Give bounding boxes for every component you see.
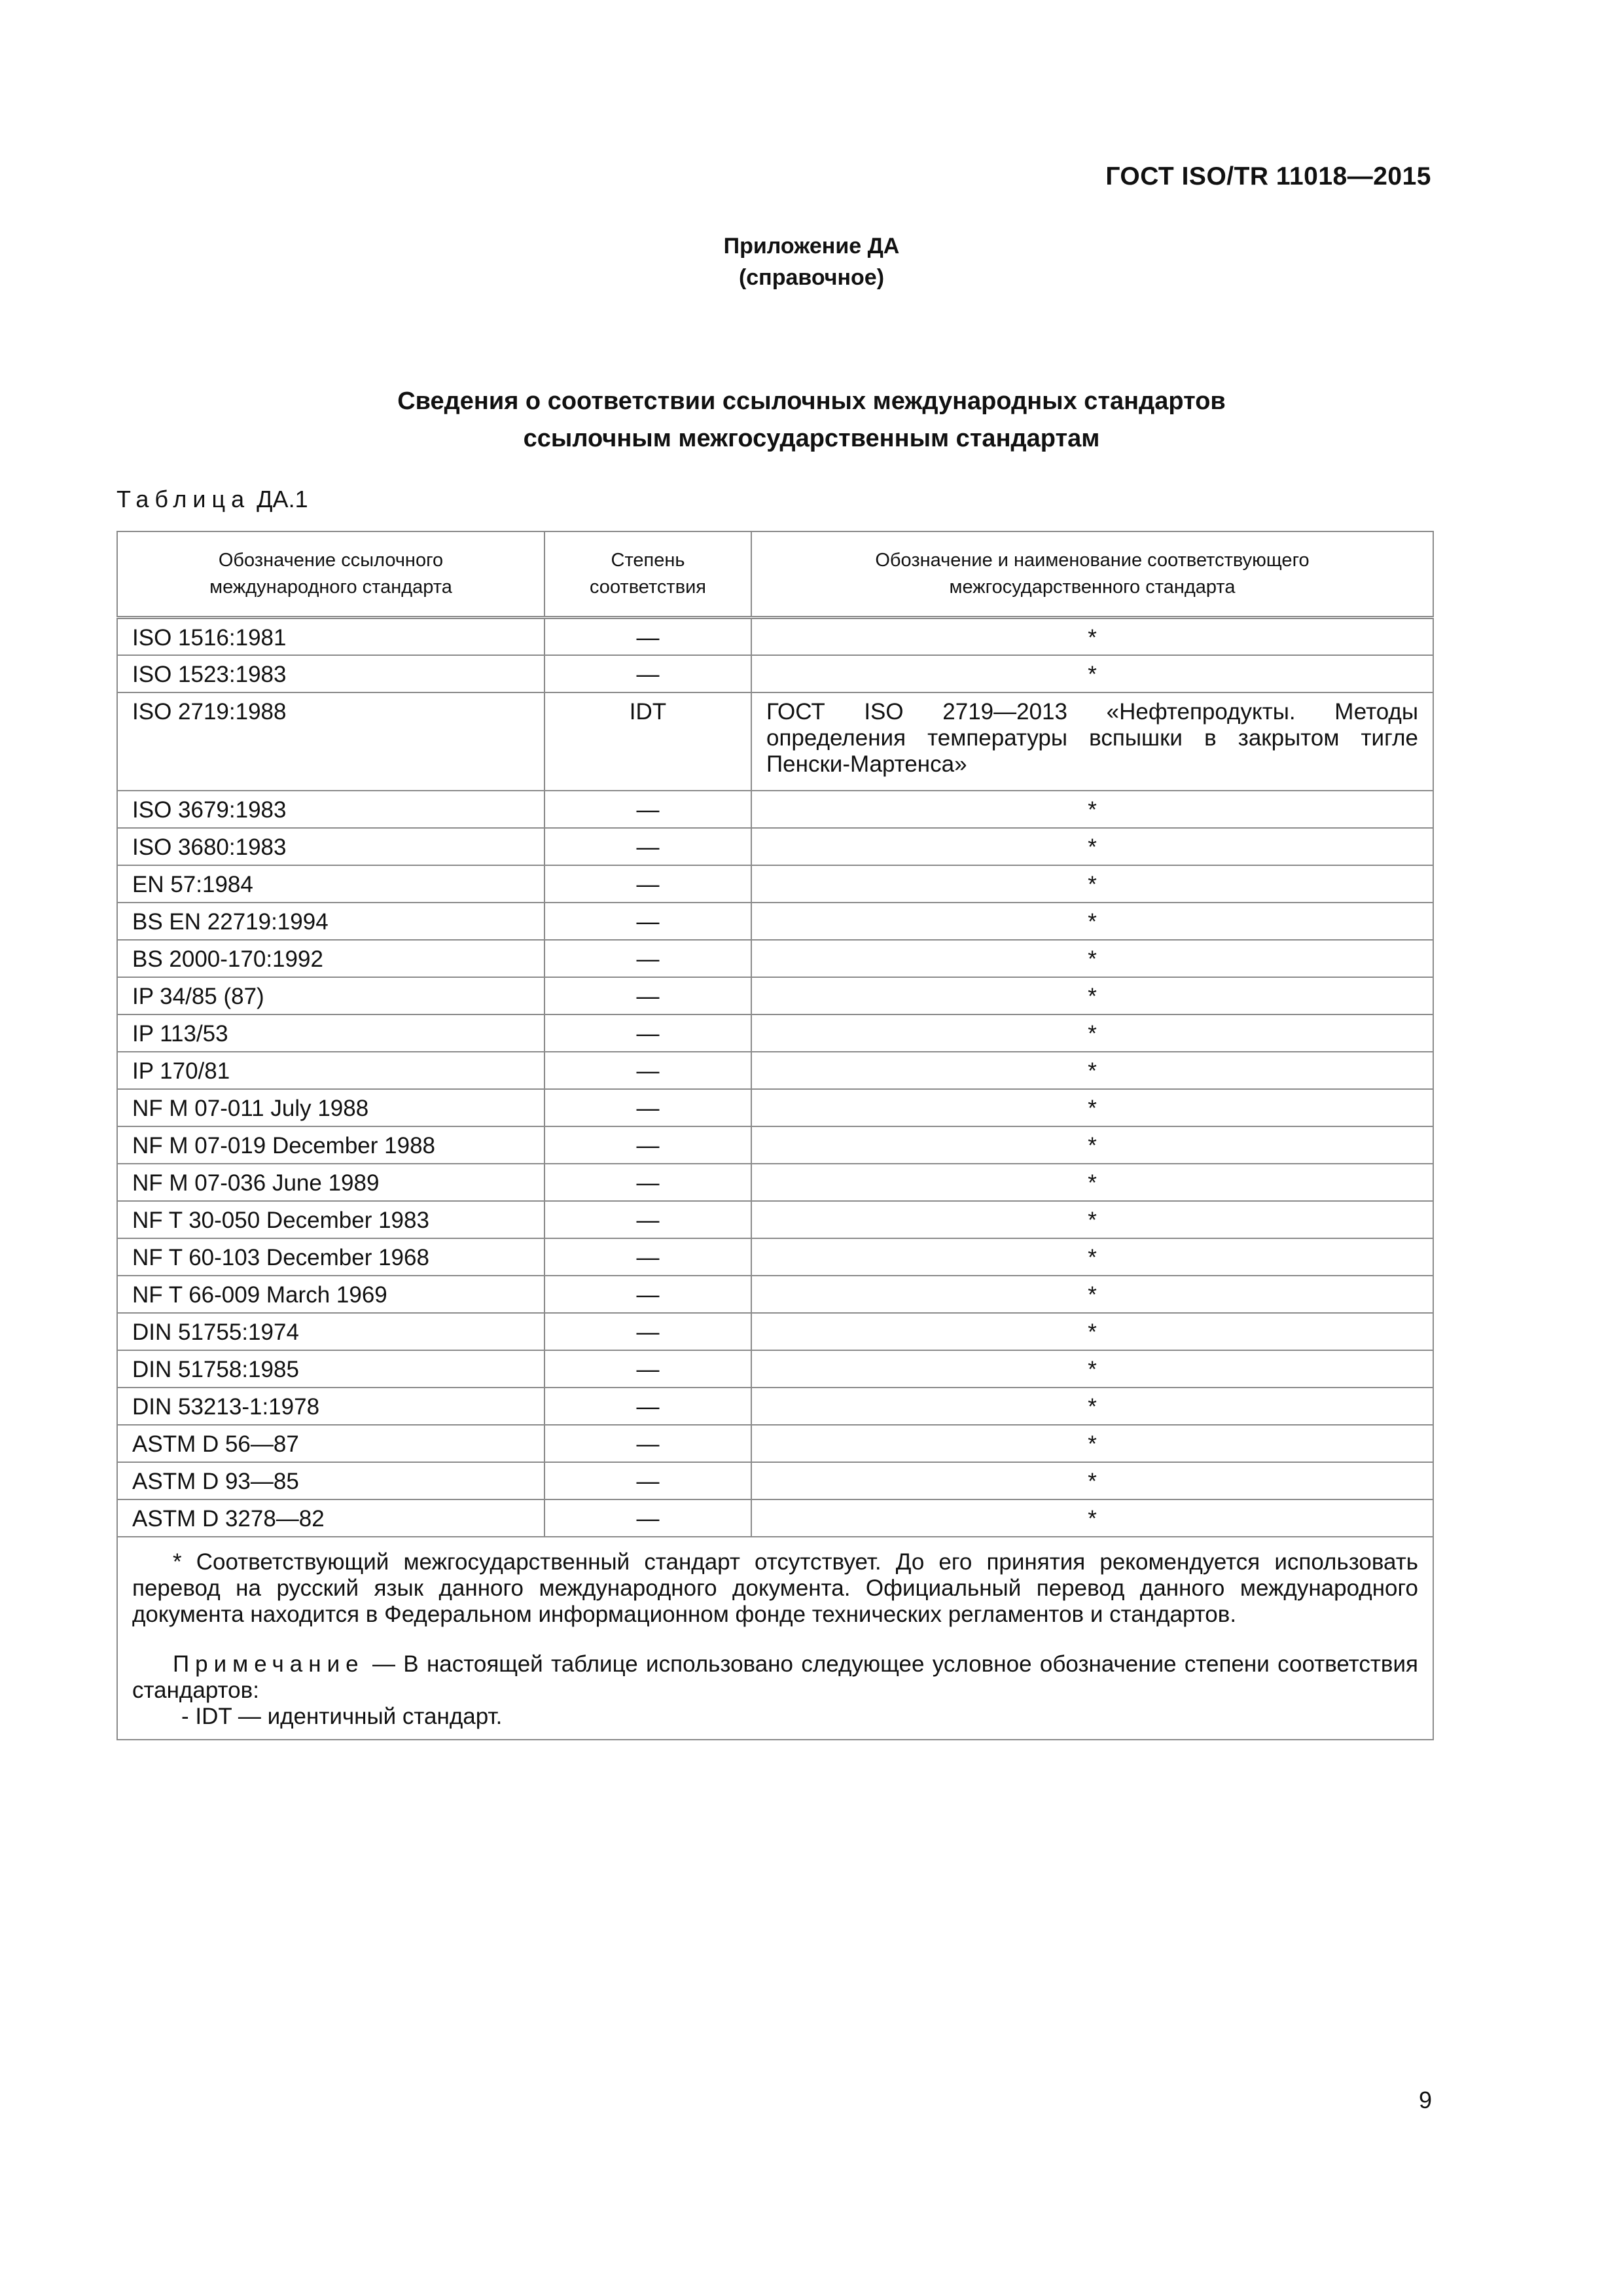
- cell-standard: IP 34/85 (87): [117, 977, 544, 1014]
- table-row: [117, 692, 1433, 791]
- section-title-line-1: Сведения о соответствии ссылочных международных стандартов: [397, 387, 1226, 415]
- table-label-number: ДА.1: [257, 486, 308, 512]
- cell-standard: ISO 2719:1988: [117, 692, 544, 791]
- table-row: [117, 1089, 1433, 1126]
- cell-gost: *: [751, 1388, 1433, 1425]
- table-row: [117, 1276, 1433, 1313]
- cell-gost: *: [751, 1313, 1433, 1350]
- cell-degree: —: [544, 655, 751, 692]
- table-footer: [117, 1537, 1433, 1740]
- cell-standard: BS EN 22719:1994: [117, 903, 544, 940]
- footnote: * Соответствующий межгосударственный стандарт отсутствует. До его принятия рекомендуется использовать перевод на русский язык данного международного документа. Официальный перевод данного международного документа находится в Федеральном информационном фонде технических регламентов и стандартов.: [132, 1549, 1418, 1627]
- header-interstate-standard: Обозначение и наименование соответствующего межгосударственного стандарта: [751, 531, 1433, 618]
- cell-gost: *: [751, 1164, 1433, 1201]
- table-row: [117, 865, 1433, 903]
- header-degree: Степень соответствия: [544, 531, 751, 618]
- cell-standard: NF T 60-103 December 1968: [117, 1238, 544, 1276]
- cell-degree: —: [544, 1089, 751, 1126]
- cell-standard: DIN 51758:1985: [117, 1350, 544, 1388]
- cell-gost: *: [751, 828, 1433, 865]
- table-row: [117, 1313, 1433, 1350]
- appendix-title: Приложение ДА: [723, 234, 900, 259]
- cell-standard: NF M 07-019 December 1988: [117, 1126, 544, 1164]
- cell-standard: ASTM D 56—87: [117, 1425, 544, 1462]
- section-title-line-2: ссылочным межгосударственным стандартам: [523, 425, 1100, 452]
- cell-degree: —: [544, 1201, 751, 1238]
- cell-degree: —: [544, 1014, 751, 1052]
- appendix-subtitle: (справочное): [738, 265, 885, 290]
- table-row: [117, 655, 1433, 692]
- cell-degree: —: [544, 1238, 751, 1276]
- note-label: Примечание: [173, 1651, 365, 1677]
- cell-gost: *: [751, 1425, 1433, 1462]
- cell-gost: *: [751, 903, 1433, 940]
- cell-degree: —: [544, 1276, 751, 1313]
- cell-degree: —: [544, 977, 751, 1014]
- cell-gost: *: [751, 940, 1433, 977]
- cell-standard: ISO 3680:1983: [117, 828, 544, 865]
- note-item: - IDT — идентичный стандарт.: [181, 1703, 503, 1729]
- cell-gost: *: [751, 791, 1433, 828]
- table-row: [117, 1388, 1433, 1425]
- cell-standard: NF T 66-009 March 1969: [117, 1276, 544, 1313]
- cell-standard: NF M 07-011 July 1988: [117, 1089, 544, 1126]
- cell-standard: ISO 1516:1981: [117, 618, 544, 655]
- cell-degree: —: [544, 940, 751, 977]
- cell-standard: DIN 51755:1974: [117, 1313, 544, 1350]
- cell-gost: *: [751, 1350, 1433, 1388]
- cell-gost: *: [751, 618, 1433, 655]
- cell-gost: *: [751, 977, 1433, 1014]
- cell-standard: EN 57:1984: [117, 865, 544, 903]
- cell-degree: —: [544, 1164, 751, 1201]
- cell-standard: ASTM D 93—85: [117, 1462, 544, 1499]
- cell-gost: ГОСТ ISO 2719—2013 «Нефтепродукты. Методы определения температуры вспышки в закрытом тигле Пенски-Мартенса»: [751, 692, 1433, 791]
- cell-degree: —: [544, 1388, 751, 1425]
- table-row: [117, 940, 1433, 977]
- cell-degree: —: [544, 618, 751, 655]
- table-row: [117, 1238, 1433, 1276]
- cell-standard: BS 2000-170:1992: [117, 940, 544, 977]
- cell-gost: *: [751, 1052, 1433, 1089]
- cell-degree: —: [544, 1313, 751, 1350]
- document-id: ГОСТ ISO/TR 11018—2015: [1105, 162, 1431, 190]
- table-row: [117, 618, 1433, 655]
- table-label: [116, 486, 308, 513]
- cell-gost: *: [751, 1499, 1433, 1537]
- appendix-heading: [0, 230, 1623, 293]
- table-row: [117, 1350, 1433, 1388]
- table-footer-row: [117, 1537, 1433, 1740]
- section-title: [0, 383, 1623, 457]
- cell-gost: *: [751, 1462, 1433, 1499]
- cell-standard: NF M 07-036 June 1989: [117, 1164, 544, 1201]
- cell-gost: *: [751, 1126, 1433, 1164]
- table-row: [117, 1462, 1433, 1499]
- cell-degree: —: [544, 865, 751, 903]
- cell-gost: *: [751, 1014, 1433, 1052]
- cell-degree: —: [544, 791, 751, 828]
- cell-standard: ASTM D 3278—82: [117, 1499, 544, 1537]
- correspondence-table: [116, 531, 1434, 1740]
- table-row: [117, 1052, 1433, 1089]
- page-number: 9: [1418, 2087, 1432, 2113]
- cell-standard: IP 113/53: [117, 1014, 544, 1052]
- cell-degree: —: [544, 903, 751, 940]
- cell-gost: *: [751, 1089, 1433, 1126]
- cell-standard: DIN 53213-1:1978: [117, 1388, 544, 1425]
- table-row: [117, 977, 1433, 1014]
- table-row: [117, 1499, 1433, 1537]
- note: [132, 1651, 1418, 1704]
- header-reference-standard: Обозначение ссылочного международного стандарта: [117, 531, 544, 618]
- cell-standard: NF T 30-050 December 1983: [117, 1201, 544, 1238]
- table-row: [117, 828, 1433, 865]
- cell-gost: *: [751, 1276, 1433, 1313]
- cell-degree: —: [544, 1052, 751, 1089]
- table-row: [117, 1126, 1433, 1164]
- table-header-row: [117, 531, 1433, 618]
- table-row: [117, 791, 1433, 828]
- cell-gost: *: [751, 865, 1433, 903]
- table-row: [117, 1014, 1433, 1052]
- cell-gost: *: [751, 1201, 1433, 1238]
- cell-standard: ISO 3679:1983: [117, 791, 544, 828]
- note-text: — В настоящей таблице использовано следующее условное обозначение степени соответствия стандартов:: [132, 1651, 1418, 1703]
- cell-gost: *: [751, 1238, 1433, 1276]
- table-row: [117, 1201, 1433, 1238]
- cell-degree: —: [544, 1350, 751, 1388]
- table-label-prefix: Таблица: [116, 486, 251, 512]
- table-row: [117, 1164, 1433, 1201]
- cell-gost: *: [751, 655, 1433, 692]
- cell-standard: ISO 1523:1983: [117, 655, 544, 692]
- table-row: [117, 903, 1433, 940]
- cell-degree: —: [544, 828, 751, 865]
- cell-degree: IDT: [544, 692, 751, 791]
- cell-standard: IP 170/81: [117, 1052, 544, 1089]
- cell-degree: —: [544, 1425, 751, 1462]
- table-row: [117, 1425, 1433, 1462]
- cell-degree: —: [544, 1126, 751, 1164]
- cell-degree: —: [544, 1499, 751, 1537]
- cell-degree: —: [544, 1462, 751, 1499]
